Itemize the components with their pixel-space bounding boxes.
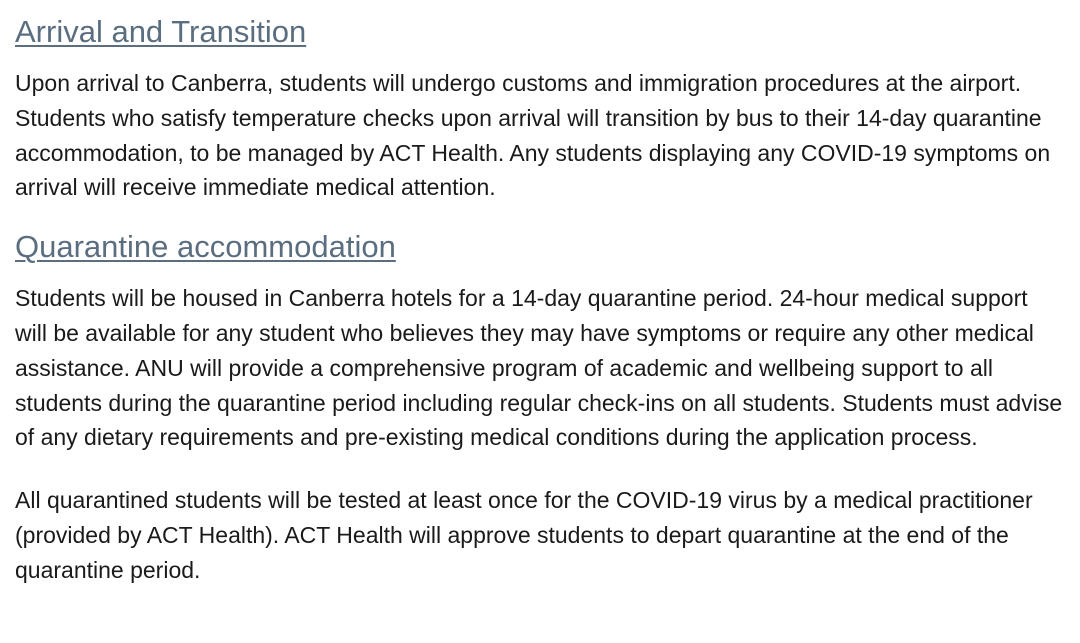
paragraph-arrival: Upon arrival to Canberra, students will undergo customs and immigration procedures at the airport. Students who satisfy temperature checks upon arrival will transition by bus to their 14-day quarantine accommodation, to be managed by ACT Health. Any students displaying any COVID-19 symptoms on arrival will receive immediate medical attention. [15, 70, 1051, 201]
paragraph-testing: All quarantined students will be tested at least once for the COVID-19 virus by a medical practitioner (provided by ACT Health). ACT Health will approve students to depart quarantine at the end of the quarantine period. [15, 487, 1033, 583]
article-content [15, 10, 1065, 588]
paragraph-housing: Students will be housed in Canberra hotels for a 14-day quarantine period. 24-hour medical support will be available for any student who believes they may have symptoms or require any other medical assistance. ANU will provide a comprehensive program of academic and wellbeing support to all students during the quarantine period including regular check-ins on all students. Students must advise of any dietary requirements and pre-existing medical conditions during the application process. [15, 285, 1063, 451]
heading-quarantine-accommodation: Quarantine accommodation [15, 229, 396, 265]
heading-arrival-and-transition: Arrival and Transition [15, 14, 307, 49]
